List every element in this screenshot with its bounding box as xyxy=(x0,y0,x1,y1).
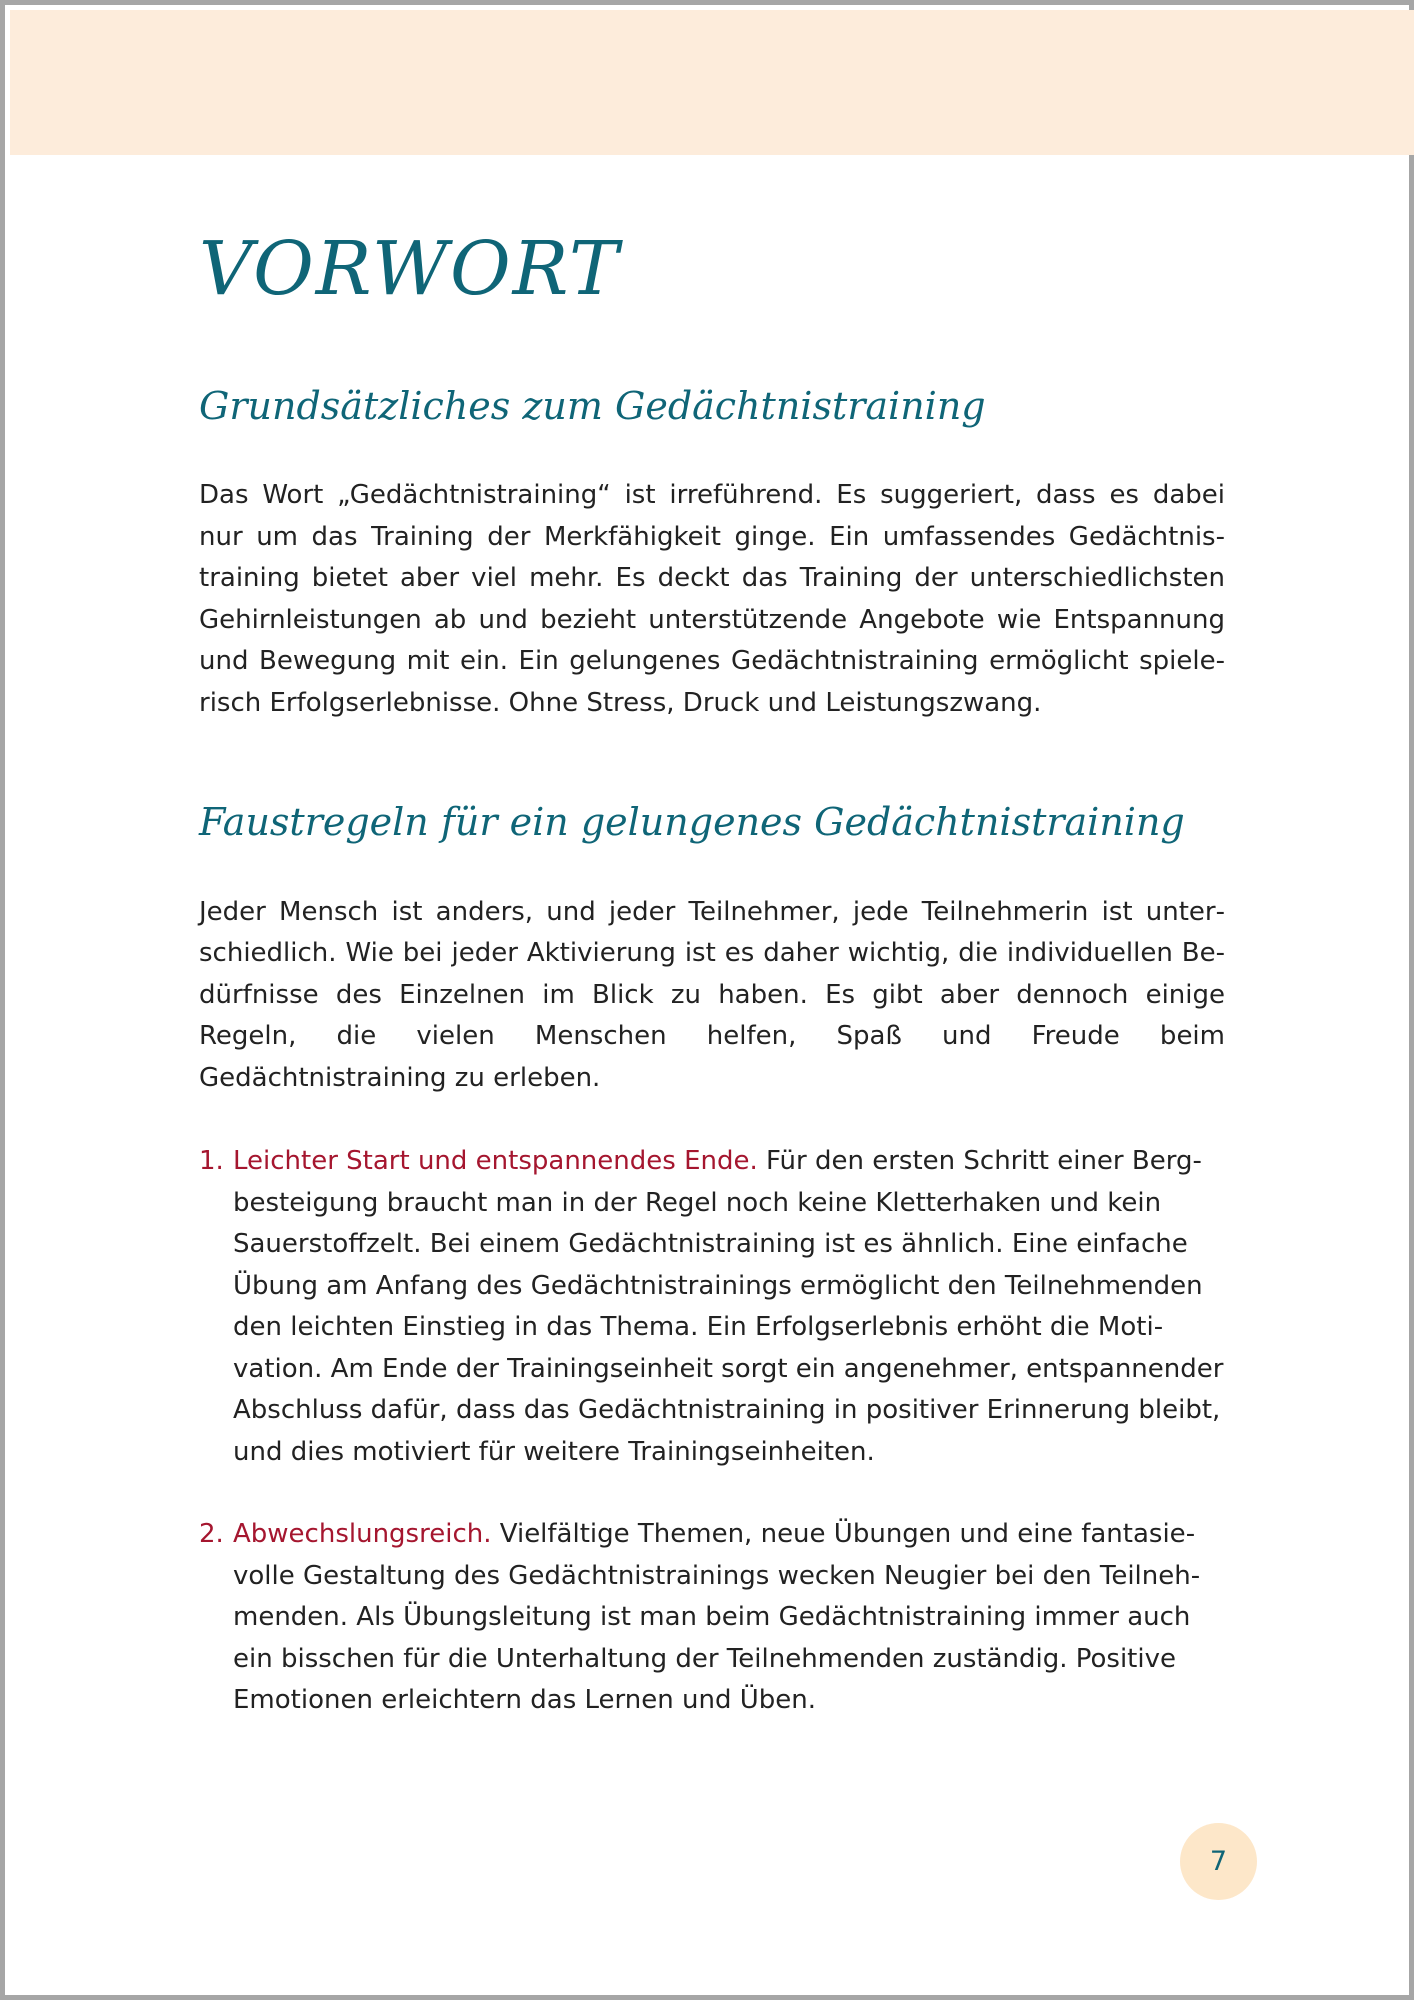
top-color-band xyxy=(10,10,1414,155)
page-title: VORWORT xyxy=(199,226,621,312)
page-content xyxy=(199,225,1225,1722)
rule-title: Abwechslungsreich. xyxy=(233,1519,492,1550)
section-paragraph-basics: Das Wort „Gedächtnistraining“ ist irreführend. Es suggeriert, dass es dabei nur um das Training der Merkfähigkeit ginge. Ein umfassendes Gedächtnistraining bietet aber viel mehr. Es deckt das Training der unterschiedlichsten Gehirnleistungen ab und bezieht unterstützende Angebote wie Entspannung und Bewegung mit ein. Ein gelungenes Gedächtnistraining ermöglicht spielerisch Erfolgserlebnisse. Ohne Stress, Druck und Leistungszwang. xyxy=(199,480,1225,718)
rule-number: 1. xyxy=(199,1146,224,1177)
rule-number: 2. xyxy=(199,1519,224,1550)
page-number-badge xyxy=(1180,1823,1257,1900)
rule-text: Vielfältige Themen, neue Übungen und eine fantasievolle Gestaltung des Gedächtnistrainings wecken Neugier bei den Teilnehmenden. Als Übungsleitung ist man beim Gedächtnistraining immer auch ein bisschen für die Unterhaltung der Teilnehmenden zuständig. Positive Emotionen erleichtern das Lernen und Üben. xyxy=(233,1519,1201,1716)
section-heading-rules: Faustregeln für ein gelungenes Gedächtnistraining xyxy=(199,800,1185,845)
rule-item xyxy=(199,1514,1225,1722)
section-heading-basics: Grundsätzliches zum Gedächtnistraining xyxy=(199,383,986,428)
rule-item xyxy=(199,1141,1225,1473)
rules-list xyxy=(199,1141,1225,1722)
rule-title: Leichter Start und entspannendes Ende. xyxy=(233,1146,758,1177)
page-number: 7 xyxy=(1209,1846,1228,1877)
rule-text: Für den ersten Schritt einer Bergbesteigung braucht man in der Regel noch keine Kletterhaken und kein Sauerstoffzelt. Bei einem Gedächtnistraining ist es ähnlich. Eine einfache Übung am Anfang des Gedächtnistrainings ermöglicht den Teilnehmenden den leichten Einstieg in das Thema. Ein Erfolgserlebnis erhöht die Motivation. Am Ende der Trainingseinheit sorgt ein angenehmer, entspannender Abschluss dafür, dass das Gedächtnistraining in positiver Erinnerung bleibt, und dies motiviert für weitere Trainingseinheiten. xyxy=(233,1146,1224,1467)
section-paragraph-rules: Jeder Mensch ist anders, und jeder Teilnehmer, jede Teilnehmerin ist unterschiedlich. Wie bei jeder Aktivierung ist es daher wichtig, die individuellen Bedürfnisse des Einzelnen im Blick zu haben. Es gibt aber dennoch einige Regeln, die vielen Menschen helfen, Spaß und Freude beim Gedächtnistraining zu erleben. xyxy=(199,896,1225,1093)
